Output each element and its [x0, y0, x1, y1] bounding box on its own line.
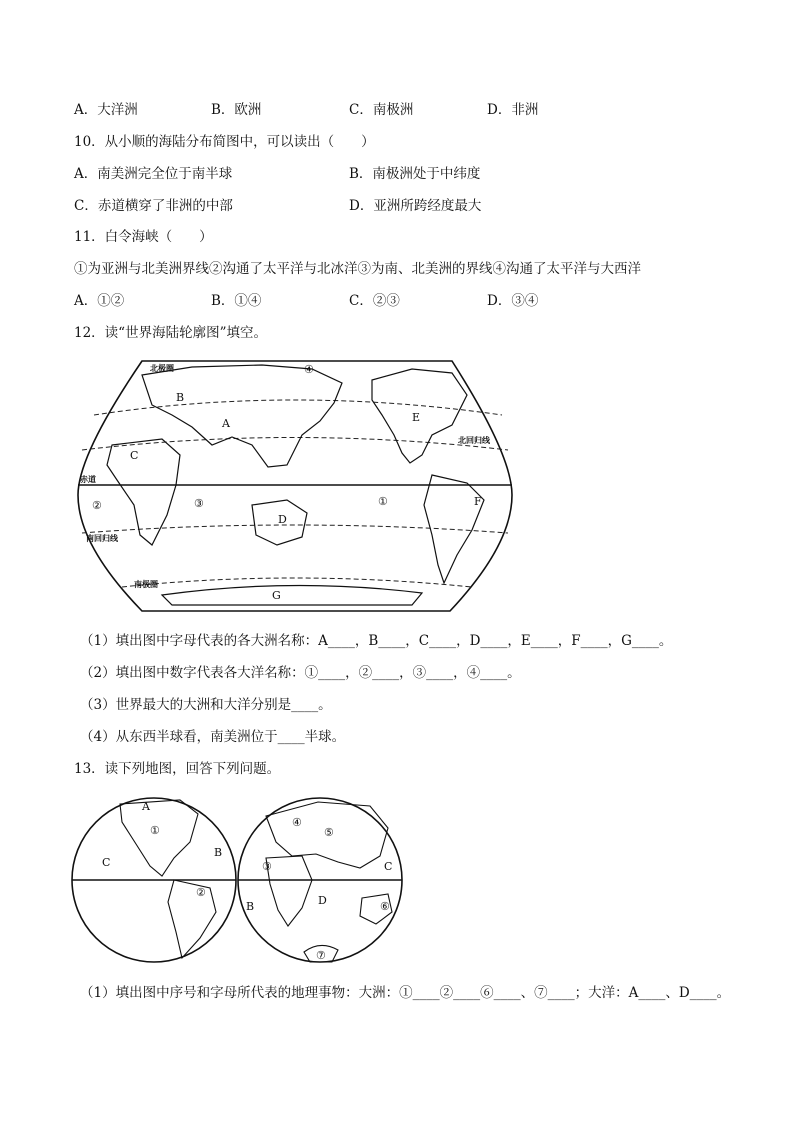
- east-label-d: D: [318, 894, 327, 907]
- east-label-b: B: [246, 900, 255, 913]
- q10-stem: 10．从小顺的海陆分布简图中，可以读出（ ）: [74, 134, 375, 150]
- arctic-circle-line: [94, 400, 502, 415]
- west-label-a: A: [142, 800, 150, 813]
- map-label-g: G: [272, 589, 281, 602]
- map-label-b: B: [176, 391, 185, 404]
- q12-sub2: （2）填出图中数字代表各大洋名称：①____，②____，③____，④____。: [80, 665, 521, 681]
- q11-option-c: C．②③: [349, 293, 400, 309]
- map-antarctic-label: 南极圈: [134, 579, 158, 589]
- west-label-2: ②: [196, 886, 206, 899]
- map-label-3: ③: [194, 497, 204, 510]
- world-map-frame: [78, 361, 512, 611]
- q12-sub3: （3）世界最大的大洲和大洋分别是____。: [80, 697, 332, 713]
- west-north-america: [120, 800, 198, 876]
- q11-stem: 11．白令海峡（ ）: [74, 229, 213, 245]
- q10-option-a: A．南美洲完全位于南半球: [74, 166, 233, 182]
- map-label-e: E: [412, 411, 421, 424]
- q9-option-b: B．欧洲: [211, 102, 262, 118]
- west-label-c: C: [102, 856, 111, 869]
- q13-sub1: （1）填出图中序号和字母所代表的地理事物：大洲：①____②____⑥____、⑦____；大洋：A____、D____。: [80, 985, 731, 1001]
- east-label-5: ⑤: [324, 826, 334, 839]
- map-label-4: ④: [304, 363, 314, 376]
- map-label-c: C: [130, 449, 139, 462]
- q11-statement: ①为亚洲与北美洲界线②沟通了太平洋与北冰洋③为南、北美洲的界线④沟通了太平洋与大西洋: [74, 261, 641, 277]
- map-arctic-label: 北极圈: [150, 363, 174, 373]
- map-tropic-capricorn-label: 南回归线: [86, 533, 118, 543]
- map-label-a: A: [222, 417, 230, 430]
- map-label-f: F: [474, 495, 482, 508]
- west-south-america: [168, 880, 216, 958]
- q11-option-b: B．①④: [211, 293, 262, 309]
- map-equator-label: 赤道: [80, 474, 96, 484]
- q12-stem: 12．读“世界海陆轮廓图”填空。: [74, 325, 267, 341]
- map-tropic-cancer-label: 北回归线: [458, 435, 490, 445]
- east-label-4: ④: [292, 816, 302, 829]
- east-label-7: ⑦: [316, 949, 326, 962]
- q12-sub4: （4）从东西半球看，南美洲位于____半球。: [80, 729, 346, 745]
- east-label-6: ⑥: [380, 900, 390, 913]
- africa-shape: [107, 439, 180, 545]
- antarctica-shape: [162, 585, 422, 605]
- q12-sub1: （1）填出图中字母代表的各大洲名称：A____，B____，C____，D____，E____，F____，G____。: [80, 633, 673, 649]
- eurasia-shape: [142, 365, 342, 467]
- map-label-d: D: [278, 513, 287, 526]
- map-label-1: ①: [378, 495, 388, 508]
- tropic-capricorn-line: [82, 525, 508, 533]
- q13-stem: 13．读下列地图，回答下列问题。: [74, 761, 281, 777]
- hemispheres-map: [70, 792, 410, 972]
- west-label-1: ①: [150, 824, 160, 837]
- east-africa: [266, 856, 312, 926]
- world-map: [72, 355, 518, 617]
- q9-option-d: D．非洲: [487, 102, 539, 118]
- map-label-2: ②: [92, 499, 102, 512]
- east-label-3: ③: [262, 860, 272, 873]
- q10-option-c: C．赤道横穿了非洲的中部: [74, 198, 233, 214]
- q10-option-d: D．亚洲所跨经度最大: [349, 198, 482, 214]
- q10-option-b: B．南极洲处于中纬度: [349, 166, 481, 182]
- east-label-c: C: [384, 860, 393, 873]
- west-label-b: B: [214, 846, 223, 859]
- q11-option-d: D．③④: [487, 293, 539, 309]
- q11-option-a: A．①②: [74, 293, 125, 309]
- q9-option-c: C．南极洲: [349, 102, 414, 118]
- q9-option-a: A．大洋洲: [74, 102, 138, 118]
